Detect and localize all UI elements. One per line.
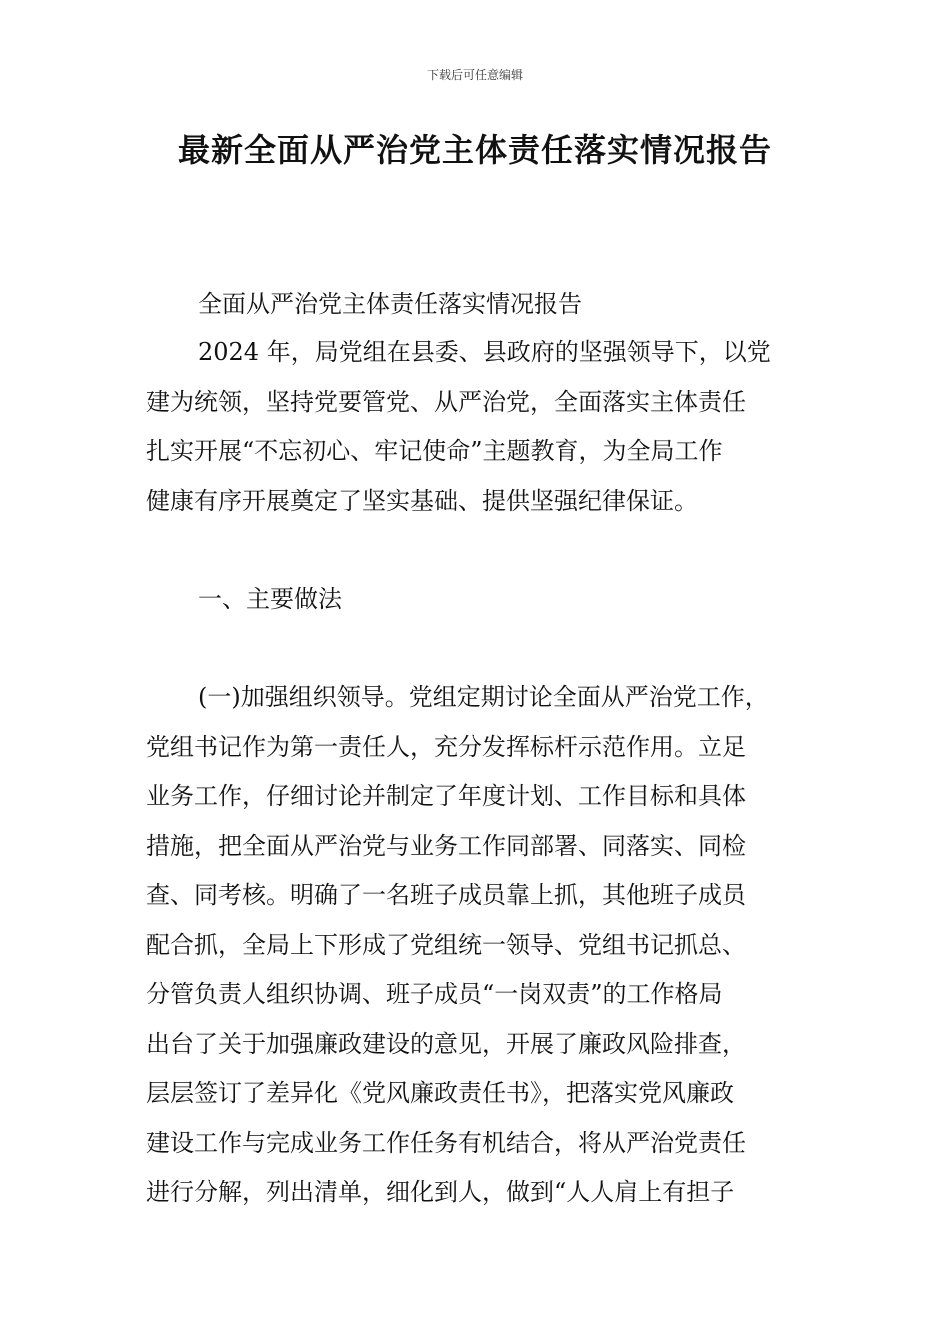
section-heading-block [146,575,826,625]
paragraph-line: 层层签订了差异化《党风廉政责任书》，把落实党风廉政 [146,1079,734,1107]
paragraph-line: 建设工作与完成业务工作任务有机结合，将从严治党责任 [146,1128,746,1157]
paragraph-line: 措施，把全面从严治党与业务工作同部署、同落实、同检 [146,831,746,860]
paragraph-line: 建为统领，坚持党要管党、从严治党，全面落实主体责任 [146,387,746,416]
paragraph-line: 扎实开展“不忘初心、牢记使命”主题教育，为全局工作 [146,437,723,465]
document-title: 最新全面从严治党主体责任落实情况报告 [177,131,772,169]
paragraph-line: 健康有序开展奠定了坚实基础、提供坚强纪律保证。 [146,486,698,515]
paragraph-line: 出台了关于加强廉政建设的意见，开展了廉政风险排查， [146,1029,746,1058]
paragraph-line: (一)加强组织领导。党组定期讨论全面从严治党工作， [198,683,769,711]
subtitle-line: 全面从严治党主体责任落实情况报告 [198,290,582,318]
paragraph-line: 分管负责人组织协调、班子成员“一岗双责”的工作格局 [146,980,723,1008]
paragraph-line: 党组书记作为第一责任人，充分发挥标杆示范作用。立足 [146,732,746,761]
section-one-paragraph [146,673,826,1218]
paragraph-line: 配合抓，全局上下形成了党组统一领导、党组书记抓总、 [146,930,746,959]
paragraph-line: 业务工作，仔细讨论并制定了年度计划、工作目标和具体 [146,782,746,810]
intro-paragraph [146,328,826,526]
paragraph-line: 查、同考核。明确了一名班子成员靠上抓，其他班子成员 [146,881,746,909]
subtitle-block [146,280,826,330]
header-note: 下载后可任意编辑 [426,68,523,82]
paragraph-line: 2024 年，局党组在县委、县政府的坚强领导下，以党 [198,338,771,366]
paragraph-line: 进行分解，列出清单，细化到人，做到“人人肩上有担子 [146,1178,735,1206]
section-heading: 一、主要做法 [198,585,342,613]
